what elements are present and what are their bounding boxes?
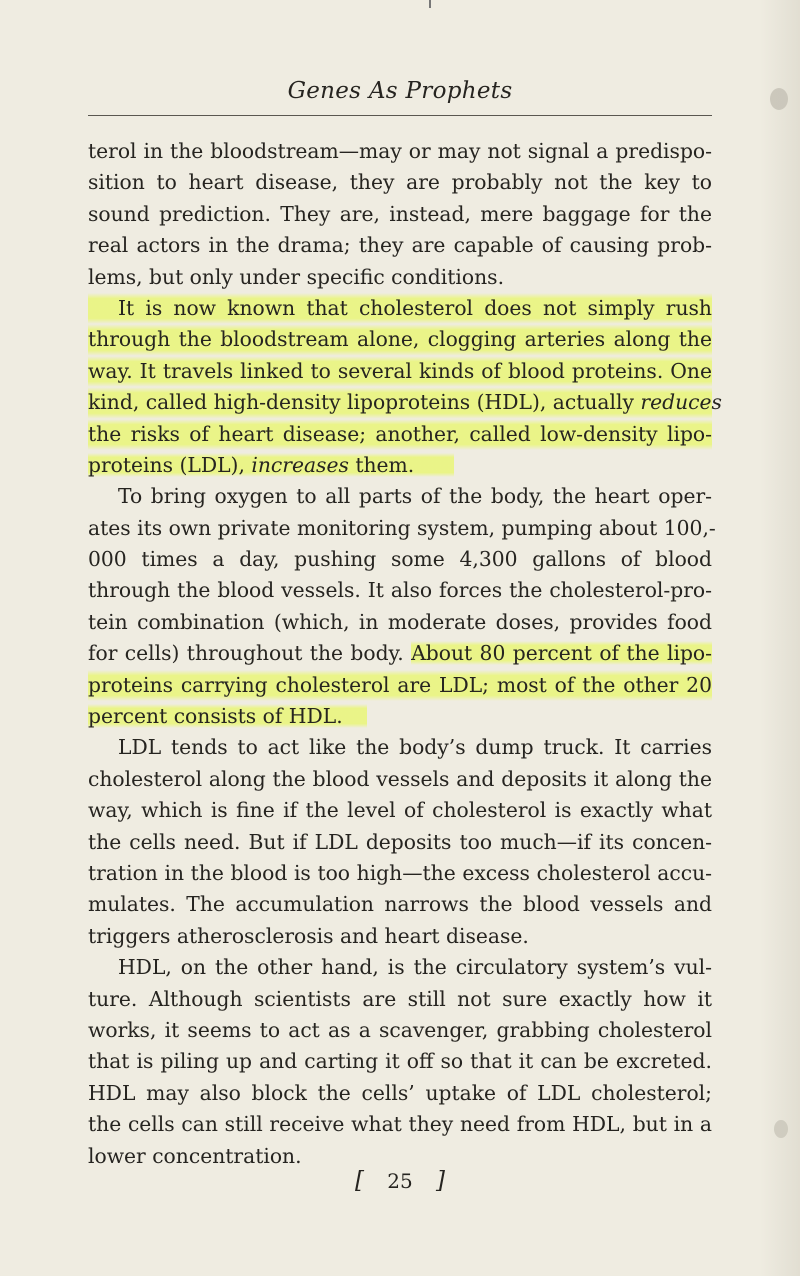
highlighted-line: the risks of heart disease; another, called low-density lipo- bbox=[88, 419, 712, 450]
text-line bbox=[88, 638, 712, 669]
text-line: sound prediction. They are, instead, mere baggage for the bbox=[88, 201, 712, 226]
text-line: ture. Although scientists are still not sure exactly how it bbox=[88, 986, 712, 1011]
highlight-run: About 80 percent of the lipo- bbox=[411, 641, 712, 666]
text-line: tein combination (which, in moderate doses, provides food bbox=[88, 609, 712, 634]
text-line: the cells can still receive what they need from HDL, but in a bbox=[88, 1112, 712, 1137]
text-line: sition to heart disease, they are probably not the key to bbox=[88, 170, 712, 195]
emphasis-reduces: reduces bbox=[640, 390, 722, 415]
text-run: kind, called high-density lipoproteins (HDL), actually bbox=[88, 390, 641, 415]
highlighted-line: way. It travels linked to several kinds of blood proteins. One bbox=[88, 356, 712, 387]
text-line: lems, but only under specific conditions. bbox=[88, 264, 505, 289]
text-line: cholesterol along the blood vessels and deposits it along the bbox=[88, 766, 712, 791]
text-run: them. bbox=[348, 452, 415, 477]
text-line: HDL, on the other hand, is the circulatory system’s vul- bbox=[118, 955, 712, 980]
highlight-run bbox=[88, 453, 454, 477]
text-line: way, which is fine if the level of cholesterol is exactly what bbox=[88, 798, 712, 823]
page-number bbox=[88, 1168, 712, 1194]
text-run: for cells) throughout the body. bbox=[88, 641, 412, 666]
highlighted-line: It is now known that cholesterol does not simply rush bbox=[88, 293, 712, 324]
text-line: terol in the bloodstream—may or may not signal a predispo- bbox=[88, 139, 712, 163]
highlighted-line bbox=[88, 701, 712, 732]
text-line: real actors in the drama; they are capable of causing prob- bbox=[88, 233, 712, 258]
folio-bracket-close: ] bbox=[436, 1168, 446, 1194]
folio-number: 25 bbox=[387, 1169, 413, 1193]
emphasis-increases: increases bbox=[251, 452, 349, 477]
highlight-run: percent consists of HDL. bbox=[88, 704, 367, 728]
text-run: proteins (LDL), bbox=[88, 452, 252, 477]
highlighted-line: through the bloodstream alone, clogging arteries along the bbox=[88, 324, 712, 355]
text-line: LDL tends to act like the body’s dump truck. It carries bbox=[118, 735, 712, 760]
highlighted-line bbox=[88, 387, 722, 418]
text-line: through the blood vessels. It also forces the cholesterol-pro- bbox=[88, 578, 712, 603]
paper-blemish bbox=[770, 88, 788, 110]
text-line: tration in the blood is too high—the excess cholesterol accu- bbox=[88, 860, 712, 885]
scan-mark bbox=[429, 0, 431, 8]
text-line: that is piling up and carting it off so that it can be excreted. bbox=[88, 1049, 712, 1074]
running-header: Genes As Prophets bbox=[287, 78, 513, 104]
text-line: lower concentration. bbox=[88, 1143, 302, 1168]
text-line: ates its own private monitoring system, pumping about 100,- bbox=[88, 515, 716, 540]
text-line: 000 times a day, pushing some 4,300 gallons of blood bbox=[88, 547, 712, 572]
highlighted-line bbox=[88, 450, 712, 481]
text-line: HDL may also block the cells’ uptake of LDL cholesterol; bbox=[88, 1080, 712, 1105]
paper-blemish bbox=[774, 1120, 788, 1138]
body-text bbox=[88, 136, 722, 1172]
text-line: triggers atherosclerosis and heart disease. bbox=[88, 923, 529, 948]
header-rule bbox=[88, 115, 712, 116]
page-edge-shadow bbox=[760, 0, 800, 1276]
text-line: mulates. The accumulation narrows the blood vessels and bbox=[88, 892, 712, 917]
highlighted-line: proteins carrying cholesterol are LDL; most of the other 20 bbox=[88, 670, 712, 701]
folio-bracket-open: [ bbox=[354, 1168, 364, 1194]
text-line: the cells need. But if LDL deposits too much—if its concen- bbox=[88, 829, 712, 854]
text-line: works, it seems to act as a scavenger, grabbing cholesterol bbox=[88, 1017, 712, 1042]
text-line: To bring oxygen to all parts of the body, the heart oper- bbox=[118, 484, 712, 509]
